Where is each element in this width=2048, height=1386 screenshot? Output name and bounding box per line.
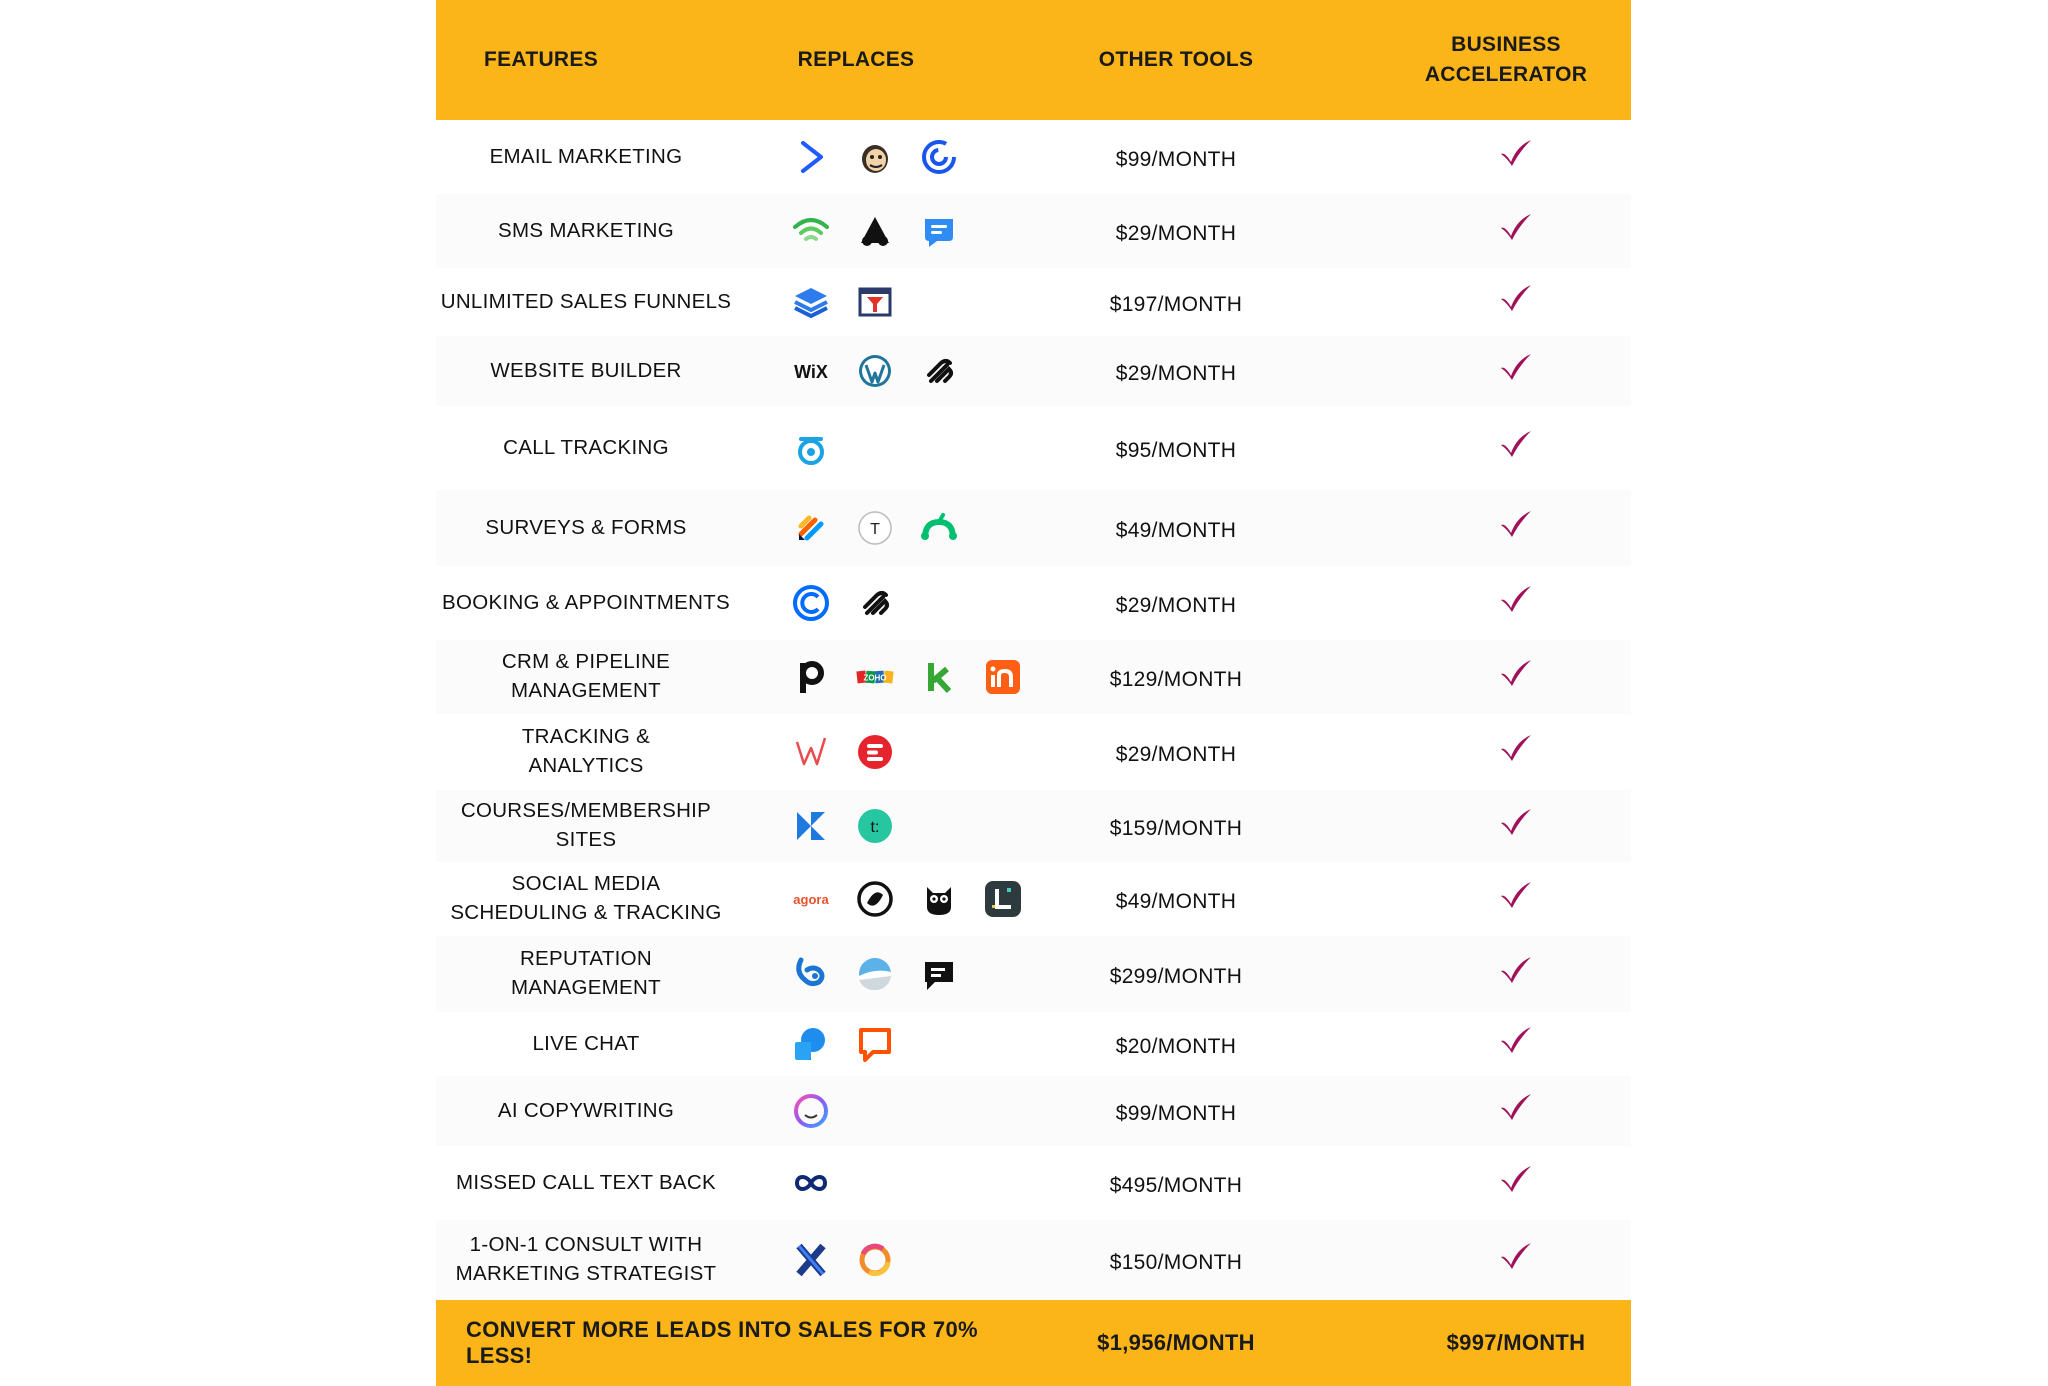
attentive-icon <box>855 211 895 251</box>
feature-name-line: TRACKING & <box>521 725 651 749</box>
table-row <box>436 862 1631 936</box>
jasper-icon <box>791 1091 831 1131</box>
checkmark-icon <box>1486 336 1546 406</box>
checkmark-icon <box>1486 194 1546 268</box>
pricing-comparison-table <box>436 0 1631 1386</box>
feature-name-line: EMAIL MARKETING <box>489 144 683 168</box>
zoho-icon <box>855 657 895 697</box>
insightly-icon <box>983 657 1023 697</box>
other-tools-price: $49/MONTH <box>1115 890 1237 913</box>
feature-name-line: SMS MARKETING <box>498 218 674 242</box>
other-tools-price: $99/MONTH <box>1115 1102 1237 1125</box>
feature-name-line: WEBSITE BUILDER <box>490 358 682 382</box>
table-row <box>436 194 1631 268</box>
feature-name-line: SCHEDULING & TRACKING <box>450 901 722 924</box>
other-tools-price: $49/MONTH <box>1115 519 1237 542</box>
kajabi-icon <box>791 806 831 846</box>
replaced-tools <box>791 490 959 566</box>
other-tools-price: $197/MONTH <box>1109 293 1243 316</box>
intercom-icon <box>791 1024 831 1064</box>
header-ba-line1: BUSINESS <box>1451 32 1561 56</box>
feature-name-line: BOOKING & APPOINTMENTS <box>442 590 730 614</box>
jotform-icon <box>791 508 831 548</box>
checkmark-icon <box>1486 120 1546 194</box>
calendly-icon <box>791 583 831 623</box>
replaced-tools <box>791 1220 895 1300</box>
wix-icon <box>791 351 831 391</box>
table-row <box>436 790 1631 862</box>
feature-name <box>436 490 736 566</box>
other-tools-price: $159/MONTH <box>1109 817 1243 840</box>
later-icon <box>983 879 1023 919</box>
other-tools-price: $29/MONTH <box>1115 594 1237 617</box>
surveymonkey-icon <box>919 508 959 548</box>
checkmark-icon <box>1486 1012 1546 1076</box>
table-row <box>436 1012 1631 1076</box>
feature-name-line: REPUTATION <box>519 947 653 971</box>
header-other-tools <box>1056 0 1296 120</box>
checkmark-icon <box>1486 790 1546 862</box>
header-other-tools-label: OTHER TOOLS <box>1098 47 1254 71</box>
replaced-tools <box>791 1012 895 1076</box>
squarespace-icon <box>855 583 895 623</box>
sms-chat-icon <box>919 211 959 251</box>
table-row <box>436 406 1631 490</box>
feature-name <box>436 862 736 936</box>
replaced-tools <box>791 566 895 640</box>
table-header <box>436 0 1631 120</box>
agorapulse-icon <box>791 879 831 919</box>
replaced-tools <box>791 336 959 406</box>
other-tools-price: $150/MONTH <box>1109 1251 1243 1274</box>
svg-text:agora: agora <box>793 892 829 907</box>
other-tools-price: $495/MONTH <box>1109 1174 1243 1197</box>
checkmark-icon <box>1486 714 1546 790</box>
pipedrive-icon <box>791 657 831 697</box>
svg-text:ZOHO: ZOHO <box>863 673 887 683</box>
wifi-signal-icon <box>791 211 831 251</box>
checkmark-icon <box>1486 1220 1546 1300</box>
footer-tagline: CONVERT MORE LEADS INTO SALES FOR 70% LESS! <box>466 1317 978 1368</box>
checkmark-icon <box>1486 490 1546 566</box>
clickfunnels-icon <box>855 282 895 322</box>
ring-icon <box>855 1240 895 1280</box>
feature-name <box>436 714 736 790</box>
replaced-tools <box>791 714 895 790</box>
infinity-icon <box>791 1163 831 1203</box>
header-business-accelerator <box>1396 0 1616 120</box>
teachable-icon <box>855 806 895 846</box>
mailchimp-icon <box>855 137 895 177</box>
feature-name <box>436 120 736 194</box>
feature-name <box>436 936 736 1012</box>
feature-name-line: COURSES/MEMBERSHIP <box>460 799 712 823</box>
other-tools-price: $99/MONTH <box>1115 148 1237 171</box>
footer-other-total: $1,956/MONTH <box>1097 1330 1255 1355</box>
checkmark-icon <box>1486 1146 1546 1220</box>
feature-name-line: SITES <box>555 828 617 851</box>
replaced-tools <box>791 790 895 862</box>
table-row <box>436 640 1631 714</box>
feature-name <box>436 790 736 862</box>
wordpress-icon <box>855 351 895 391</box>
svg-text:WiX: WiX <box>794 362 828 382</box>
replaced-tools <box>791 862 1023 936</box>
other-tools-price: $95/MONTH <box>1115 439 1237 462</box>
hotjar-icon <box>855 732 895 772</box>
livechat-icon <box>855 1024 895 1064</box>
feature-name <box>436 268 736 336</box>
table-row <box>436 566 1631 640</box>
table-row <box>436 1146 1631 1220</box>
table-row <box>436 936 1631 1012</box>
replaced-tools <box>791 640 1023 714</box>
checkmark-icon <box>1486 936 1546 1012</box>
checkmark-icon <box>1486 566 1546 640</box>
chat-bubble-icon <box>919 954 959 994</box>
table-row <box>436 714 1631 790</box>
feature-name-line: UNLIMITED SALES FUNNELS <box>440 289 732 313</box>
footer-accelerator-total: $997/MONTH <box>1446 1330 1586 1355</box>
header-ba-line2: ACCELERATOR <box>1424 63 1588 86</box>
replaced-tools <box>791 936 959 1012</box>
header-replaces-label: REPLACES <box>797 47 915 71</box>
header-replaces <box>736 0 976 120</box>
table-row <box>436 1220 1631 1300</box>
other-tools-price: $29/MONTH <box>1115 222 1237 245</box>
other-tools-price: $29/MONTH <box>1115 743 1237 766</box>
feature-name-line: SURVEYS & FORMS <box>485 515 687 539</box>
birdeye-icon <box>791 954 831 994</box>
replaced-tools <box>791 1076 831 1146</box>
replaced-tools <box>791 406 831 490</box>
feature-name-line: LIVE CHAT <box>532 1031 640 1055</box>
table-row <box>436 336 1631 406</box>
constant-contact-icon <box>919 137 959 177</box>
table-footer <box>436 1300 1631 1386</box>
feature-name <box>436 1012 736 1076</box>
checkmark-icon <box>1486 862 1546 936</box>
sprout-icon <box>855 879 895 919</box>
table-row <box>436 1076 1631 1146</box>
table-row <box>436 268 1631 336</box>
feature-name <box>436 1220 736 1300</box>
feature-name-line: CALL TRACKING <box>503 435 669 459</box>
feature-name-line: 1-ON-1 CONSULT WITH <box>469 1233 703 1257</box>
replaced-tools <box>791 120 959 194</box>
feature-name <box>436 1076 736 1146</box>
podium-icon <box>855 954 895 994</box>
feature-name-line: CRM & PIPELINE <box>501 650 671 674</box>
hootsuite-icon <box>919 879 959 919</box>
feature-name-line: MANAGEMENT <box>511 679 661 702</box>
feature-name <box>436 566 736 640</box>
other-tools-price: $299/MONTH <box>1109 965 1243 988</box>
table-row <box>436 490 1631 566</box>
callrail-icon <box>791 428 831 468</box>
woopra-icon <box>791 732 831 772</box>
header-features-label: FEATURES <box>483 47 598 71</box>
replaced-tools <box>791 1146 831 1220</box>
svg-text:t:: t: <box>870 819 880 836</box>
checkmark-icon <box>1486 1076 1546 1146</box>
feature-name <box>436 194 736 268</box>
feature-name <box>436 336 736 406</box>
feature-name-line: MISSED CALL TEXT BACK <box>456 1170 716 1194</box>
x-logo-icon <box>791 1240 831 1280</box>
feature-name-line: ANALYTICS <box>528 754 644 777</box>
activecampaign-icon <box>791 137 831 177</box>
keap-icon <box>919 657 959 697</box>
checkmark-icon <box>1486 268 1546 336</box>
feature-name <box>436 640 736 714</box>
svg-text:T: T <box>870 521 880 538</box>
checkmark-icon <box>1486 640 1546 714</box>
other-tools-price: $29/MONTH <box>1115 362 1237 385</box>
other-tools-price: $129/MONTH <box>1109 668 1243 691</box>
typeform-icon <box>855 508 895 548</box>
table-row <box>436 120 1631 194</box>
feature-name <box>436 1146 736 1220</box>
feature-name-line: SOCIAL MEDIA <box>511 872 661 896</box>
replaced-tools <box>791 268 895 336</box>
feature-name-line: MANAGEMENT <box>511 976 661 999</box>
feature-name <box>436 406 736 490</box>
checkmark-icon <box>1486 406 1546 490</box>
replaced-tools <box>791 194 959 268</box>
header-features <box>436 0 646 120</box>
layers-stack-icon <box>791 282 831 322</box>
feature-name-line: MARKETING STRATEGIST <box>455 1262 717 1285</box>
squarespace-icon <box>919 351 959 391</box>
other-tools-price: $20/MONTH <box>1115 1035 1237 1058</box>
feature-name-line: AI COPYWRITING <box>497 1098 675 1122</box>
